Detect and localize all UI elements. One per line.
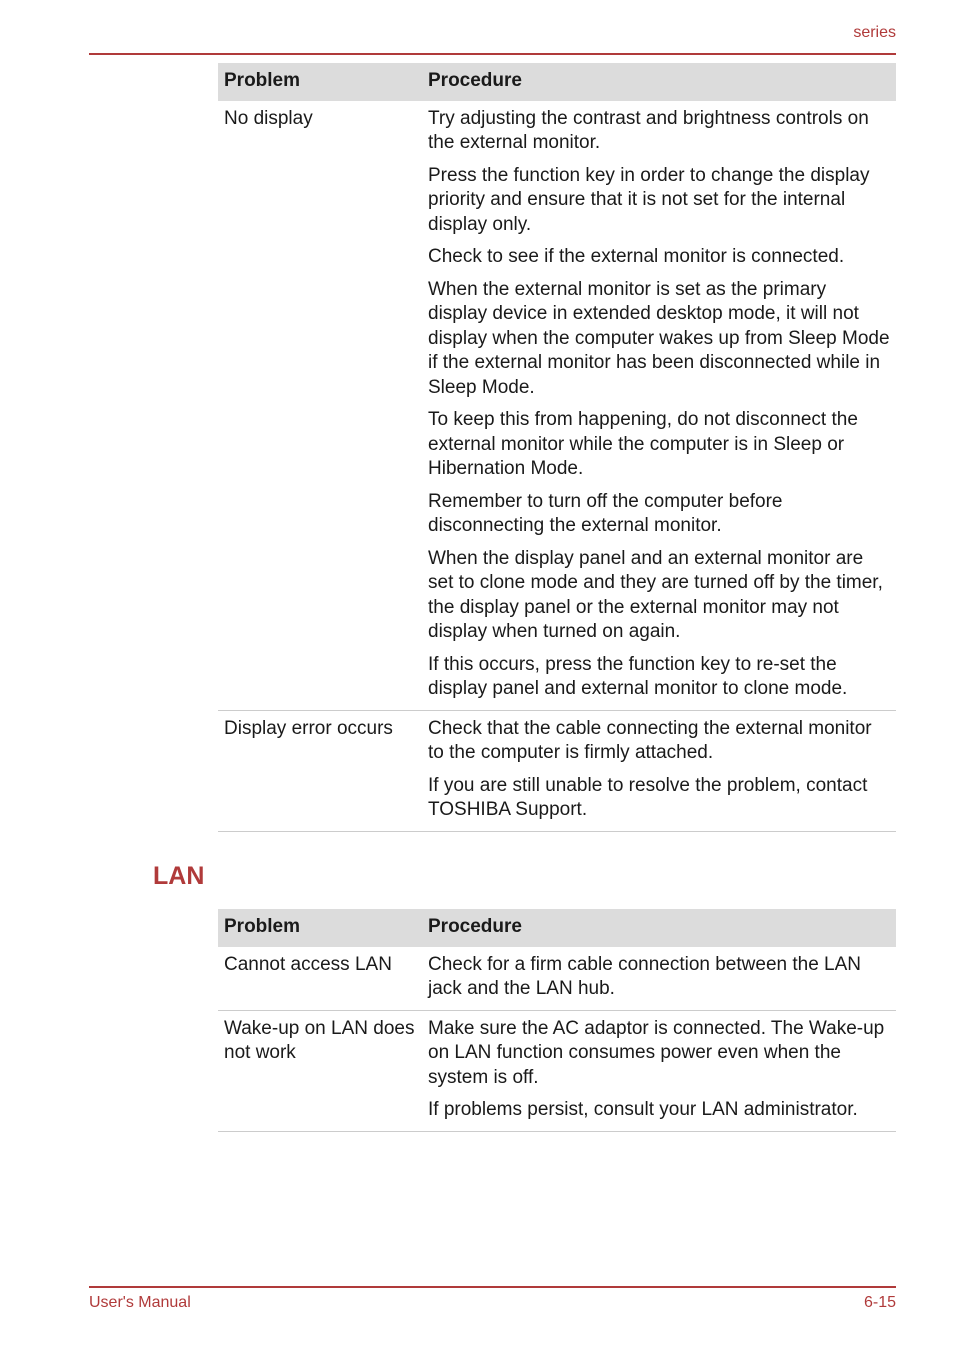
column-header-problem: Problem <box>218 63 422 101</box>
procedure-step: Check for a firm cable connection between the LAN jack and the LAN hub. <box>428 953 862 999</box>
procedure-cell <box>422 710 896 831</box>
running-header: series <box>853 24 896 41</box>
procedure-step: If this occurs, press the function key to re-set the display panel and external monitor to clone mode. <box>428 653 848 699</box>
lan-troubleshooting-table <box>218 909 896 1132</box>
table-row <box>218 710 896 831</box>
procedure-step: If you are still unable to resolve the problem, contact TOSHIBA Support. <box>428 774 868 820</box>
procedure-step: Make sure the AC adaptor is connected. The Wake-up on LAN function consumes power even when the system is off. <box>428 1017 885 1088</box>
table-header-row <box>218 63 896 101</box>
procedure-step: When the display panel and an external monitor are set to clone mode and they are turned off by the timer, the display panel or the external monitor may not display when turned on again. <box>428 547 883 642</box>
procedure-step: Press the function key in order to change the display priority and ensure that it is not set for the internal display only. <box>428 164 870 235</box>
procedure-step: Try adjusting the contrast and brightness controls on the external monitor. <box>428 107 869 153</box>
procedure-step: If problems persist, consult your LAN administrator. <box>428 1099 858 1120</box>
procedure-cell <box>422 101 896 711</box>
procedure-step: Remember to turn off the computer before disconnecting the external monitor. <box>428 490 783 536</box>
page-number: 6-15 <box>863 1294 896 1311</box>
problem-cell: Display error occurs <box>218 710 422 831</box>
procedure-step: When the external monitor is set as the primary display device in extended desktop mode, it will not display when the computer wakes up from Sleep Mode if the external monitor has been disconnected while in Sleep Mode. <box>428 278 890 398</box>
column-header-problem: Problem <box>218 909 422 947</box>
display-troubleshooting-table <box>218 63 896 832</box>
table-row <box>218 101 896 711</box>
problem-cell: Wake-up on LAN does not work <box>218 1010 422 1131</box>
procedure-step: Check to see if the external monitor is connected. <box>428 246 845 267</box>
procedure-step: Check that the cable connecting the external monitor to the computer is firmly attached. <box>428 717 872 763</box>
problem-cell: No display <box>218 101 422 711</box>
column-header-procedure: Procedure <box>422 63 896 101</box>
table-header-row <box>218 909 896 947</box>
procedure-step: To keep this from happening, do not disconnect the external monitor while the computer is in Sleep or Hibernation Mode. <box>428 409 858 479</box>
table-row <box>218 947 896 1011</box>
procedure-cell <box>422 947 896 1011</box>
footer-rule <box>89 1286 896 1288</box>
footer-manual-title: User's Manual <box>89 1294 191 1311</box>
procedure-cell <box>422 1010 896 1131</box>
column-header-procedure: Procedure <box>422 909 896 947</box>
table-row <box>218 1010 896 1131</box>
header-rule <box>89 53 896 55</box>
problem-cell: Cannot access LAN <box>218 947 422 1011</box>
section-title-lan: LAN <box>153 862 205 890</box>
